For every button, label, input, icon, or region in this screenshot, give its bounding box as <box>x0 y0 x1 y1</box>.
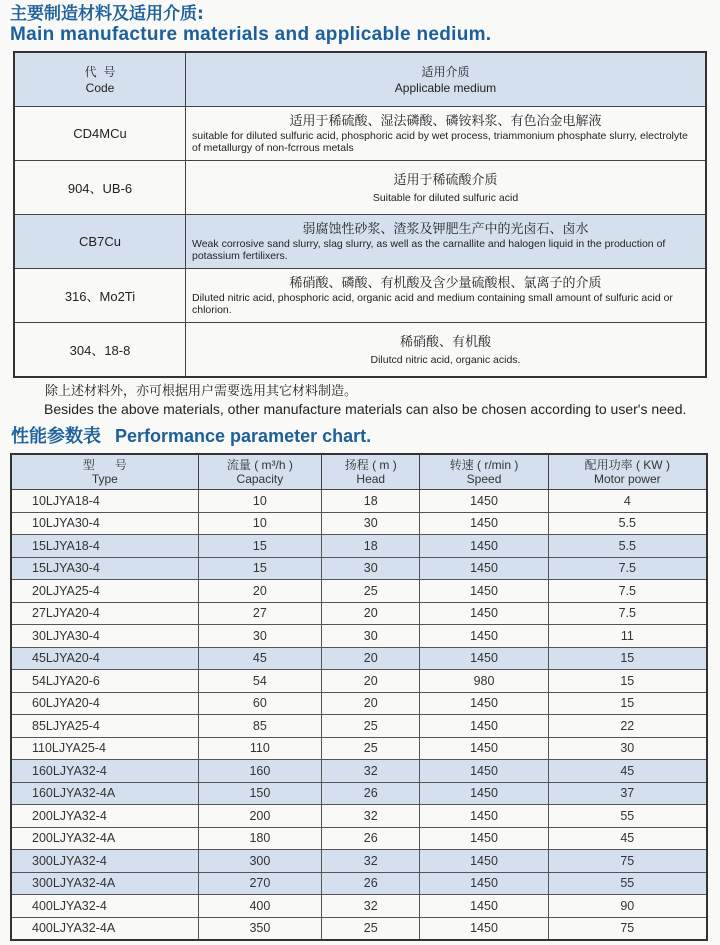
material-code: CB7Cu <box>14 215 186 269</box>
performance-title-en: Performance parameter chart. <box>115 426 372 446</box>
head-cell: 20 <box>322 692 420 715</box>
power-cell: 75 <box>548 917 707 940</box>
power-cell: 11 <box>548 625 707 648</box>
medium-en: suitable for diluted sulfuric acid, phosphoric acid by wet process, triammonium phosphate slurry, electrolyte of metallurgy of non-fcrrous metals <box>192 130 688 154</box>
type-cell: 200LJYA32-4A <box>11 827 198 850</box>
head-cell: 25 <box>322 737 420 760</box>
type-cell: 300LJYA32-4A <box>11 872 198 895</box>
table-row <box>11 670 707 693</box>
table-row <box>11 647 707 670</box>
head-cell: 26 <box>322 872 420 895</box>
material-code: CD4MCu <box>14 107 186 161</box>
table-row <box>11 850 707 873</box>
performance-table <box>10 453 708 941</box>
materials-table <box>13 51 707 378</box>
power-cell: 75 <box>548 850 707 873</box>
capacity-cell: 30 <box>198 625 321 648</box>
speed-cell: 1450 <box>420 512 548 535</box>
table-row <box>11 827 707 850</box>
column-header-cn: 转速 ( r/min ) <box>449 458 519 472</box>
material-medium <box>186 161 707 215</box>
capacity-cell: 150 <box>198 782 321 805</box>
column-header <box>322 454 420 490</box>
type-cell: 45LJYA20-4 <box>11 647 198 670</box>
table-row <box>11 760 707 783</box>
type-cell: 20LJYA25-4 <box>11 580 198 603</box>
speed-cell: 1450 <box>420 580 548 603</box>
material-medium <box>186 215 707 269</box>
power-cell: 4 <box>548 490 707 513</box>
head-cell: 32 <box>322 760 420 783</box>
speed-cell: 1450 <box>420 535 548 558</box>
table-row <box>11 602 707 625</box>
speed-cell: 980 <box>420 670 548 693</box>
head-cell: 20 <box>322 670 420 693</box>
power-cell: 7.5 <box>548 602 707 625</box>
medium-cn: 弱腐蚀性砂浆、渣浆及钾肥生产中的光卤石、卤水 <box>302 222 589 237</box>
medium-cn: 稀硝酸、磷酸、有机酸及含少量硫酸根、氯离子的介质 <box>289 276 602 291</box>
materials-row <box>14 107 706 161</box>
medium-en: Diluted nitric acid, phosphoric acid, organic acid and medium containing small amount of sulfuric acid or chlorion. <box>192 292 673 316</box>
capacity-cell: 270 <box>198 872 321 895</box>
power-cell: 7.5 <box>548 580 707 603</box>
power-cell: 37 <box>548 782 707 805</box>
type-cell: 15LJYA30-4 <box>11 557 198 580</box>
column-header-cn: 型 号 <box>82 458 127 472</box>
table-row <box>11 895 707 918</box>
head-cell: 30 <box>322 625 420 648</box>
materials-row <box>14 269 706 323</box>
power-cell: 15 <box>548 647 707 670</box>
capacity-cell: 45 <box>198 647 321 670</box>
column-header <box>420 454 548 490</box>
speed-cell: 1450 <box>420 737 548 760</box>
type-cell: 10LJYA30-4 <box>11 512 198 535</box>
power-cell: 5.5 <box>548 512 707 535</box>
materials-note-cn: 除上述材料外，亦可根据用户需要选用其它材料制造。 <box>45 384 358 399</box>
speed-cell: 1450 <box>420 715 548 738</box>
capacity-cell: 110 <box>198 737 321 760</box>
head-cell: 32 <box>322 895 420 918</box>
table-row <box>11 872 707 895</box>
materials-title-cn: 主要制造材料及适用介质: <box>10 4 204 24</box>
capacity-cell: 300 <box>198 850 321 873</box>
table-row <box>11 715 707 738</box>
capacity-cell: 27 <box>198 602 321 625</box>
table-row <box>11 625 707 648</box>
type-cell: 110LJYA25-4 <box>11 737 198 760</box>
speed-cell: 1450 <box>420 805 548 828</box>
head-cell: 26 <box>322 827 420 850</box>
head-cell: 18 <box>322 490 420 513</box>
head-cell: 20 <box>322 602 420 625</box>
head-cell: 20 <box>322 647 420 670</box>
type-cell: 160LJYA32-4A <box>11 782 198 805</box>
type-cell: 400LJYA32-4 <box>11 895 198 918</box>
column-header-en: Speed <box>466 472 502 486</box>
table-row <box>11 737 707 760</box>
table-row <box>11 490 707 513</box>
speed-cell: 1450 <box>420 490 548 513</box>
head-cell: 26 <box>322 782 420 805</box>
head-cell: 30 <box>322 557 420 580</box>
table-row <box>11 535 707 558</box>
speed-cell: 1450 <box>420 782 548 805</box>
capacity-cell: 10 <box>198 512 321 535</box>
capacity-cell: 85 <box>198 715 321 738</box>
type-cell: 27LJYA20-4 <box>11 602 198 625</box>
power-cell: 22 <box>548 715 707 738</box>
performance-title-cn: 性能参数表 <box>11 426 101 446</box>
capacity-cell: 60 <box>198 692 321 715</box>
medium-header-en: Applicable medium <box>394 80 497 95</box>
medium-cn: 适用于稀硫酸、湿法磷酸、磷铵料浆、有色冶金电解液 <box>289 114 602 129</box>
head-cell: 30 <box>322 512 420 535</box>
type-cell: 400LJYA32-4A <box>11 917 198 940</box>
performance-title <box>11 425 710 447</box>
power-cell: 55 <box>548 872 707 895</box>
head-cell: 32 <box>322 850 420 873</box>
type-cell: 60LJYA20-4 <box>11 692 198 715</box>
speed-cell: 1450 <box>420 625 548 648</box>
speed-cell: 1450 <box>420 557 548 580</box>
column-header-cn: 配用功率 ( KW ) <box>584 458 670 472</box>
column-header-cn: 扬程 ( m ) <box>344 458 397 472</box>
capacity-cell: 180 <box>198 827 321 850</box>
capacity-cell: 15 <box>198 535 321 558</box>
type-cell: 10LJYA18-4 <box>11 490 198 513</box>
material-medium <box>186 323 707 378</box>
column-header-en: Motor power <box>593 472 661 486</box>
type-cell: 160LJYA32-4 <box>11 760 198 783</box>
column-header-en: Type <box>91 472 118 486</box>
table-row <box>11 512 707 535</box>
capacity-cell: 15 <box>198 557 321 580</box>
medium-en: Weak corrosive sand slurry, slag slurry, as well as the carnallite and halogen liquid in the production of potassium fertilixers. <box>192 238 666 262</box>
type-cell: 54LJYA20-6 <box>11 670 198 693</box>
type-cell: 200LJYA32-4 <box>11 805 198 828</box>
materials-title-en: Main manufacture materials and applicable nedium. <box>10 24 492 45</box>
speed-cell: 1450 <box>420 602 548 625</box>
column-header-en: Capacity <box>236 472 284 486</box>
head-cell: 25 <box>322 917 420 940</box>
materials-row <box>14 323 706 378</box>
code-header-en: Code <box>85 80 115 95</box>
column-header <box>198 454 321 490</box>
medium-en: Dilutcd nitric acid, organic acids. <box>370 353 521 366</box>
materials-note-en: Besides the above materials, other manufacture materials can also be chosen according to user's need. <box>44 401 687 417</box>
capacity-cell: 400 <box>198 895 321 918</box>
capacity-cell: 200 <box>198 805 321 828</box>
column-header-en: Head <box>356 472 386 486</box>
medium-cn: 适用于稀硫酸介质 <box>393 172 498 188</box>
head-cell: 25 <box>322 580 420 603</box>
head-cell: 18 <box>322 535 420 558</box>
power-cell: 7.5 <box>548 557 707 580</box>
material-medium <box>186 269 707 323</box>
capacity-cell: 54 <box>198 670 321 693</box>
materials-row <box>14 215 706 269</box>
material-code: 304、18-8 <box>14 323 186 378</box>
power-cell: 30 <box>548 737 707 760</box>
table-row <box>11 557 707 580</box>
column-header <box>11 454 198 490</box>
head-cell: 25 <box>322 715 420 738</box>
code-header-cn: 代 号 <box>84 64 116 79</box>
materials-row <box>14 161 706 215</box>
power-cell: 55 <box>548 805 707 828</box>
table-row <box>11 782 707 805</box>
capacity-cell: 160 <box>198 760 321 783</box>
column-header <box>548 454 707 490</box>
table-row <box>11 917 707 940</box>
materials-header-row <box>14 52 706 107</box>
type-cell: 15LJYA18-4 <box>11 535 198 558</box>
type-cell: 85LJYA25-4 <box>11 715 198 738</box>
speed-cell: 1450 <box>420 827 548 850</box>
power-cell: 45 <box>548 760 707 783</box>
speed-cell: 1450 <box>420 917 548 940</box>
capacity-cell: 350 <box>198 917 321 940</box>
performance-header-row <box>11 454 707 490</box>
speed-cell: 1450 <box>420 692 548 715</box>
material-code: 904、UB-6 <box>14 161 186 215</box>
table-row <box>11 580 707 603</box>
column-header-cn: 流量 ( m³/h ) <box>226 458 293 472</box>
speed-cell: 1450 <box>420 895 548 918</box>
power-cell: 45 <box>548 827 707 850</box>
power-cell: 5.5 <box>548 535 707 558</box>
type-cell: 300LJYA32-4 <box>11 850 198 873</box>
power-cell: 15 <box>548 692 707 715</box>
speed-cell: 1450 <box>420 872 548 895</box>
head-cell: 32 <box>322 805 420 828</box>
medium-cn: 稀硝酸、有机酸 <box>399 334 491 350</box>
code-header <box>14 52 186 107</box>
table-row <box>11 692 707 715</box>
type-cell: 30LJYA30-4 <box>11 625 198 648</box>
power-cell: 90 <box>548 895 707 918</box>
table-row <box>11 805 707 828</box>
speed-cell: 1450 <box>420 760 548 783</box>
power-cell: 15 <box>548 670 707 693</box>
speed-cell: 1450 <box>420 850 548 873</box>
capacity-cell: 20 <box>198 580 321 603</box>
medium-header <box>186 52 707 107</box>
material-code: 316、Mo2Ti <box>14 269 186 323</box>
medium-en: Suitable for diluted sulfuric acid <box>372 191 519 204</box>
speed-cell: 1450 <box>420 647 548 670</box>
medium-header-cn: 适用介质 <box>421 64 470 79</box>
capacity-cell: 10 <box>198 490 321 513</box>
material-medium <box>186 107 707 161</box>
